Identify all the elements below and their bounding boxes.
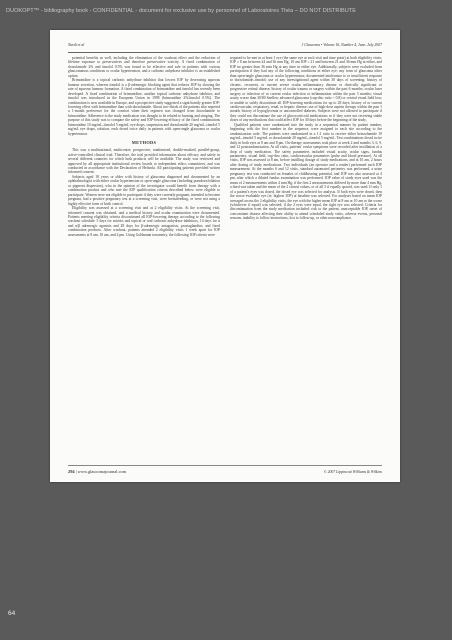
author-header: Nardi et al [68,43,85,47]
paragraph: Brimonidine is a topical carbonic anhydrase inhibitor that lowers IOP by decreasing aqueous humour secretion, whereas timolol is a β-adrenergic blocking agent that reduces IOP by slowing the rate of aqueous humour formation. A fixed combination of brimonidine and timolol has recently been developed. A fixed combination of brimonidine, another topical carbonic anhydrase inhibitor, and timolol was introduced in the European Union in 1998 (brimonidine 2%/timolol 0.5%). The combination is now available in Europe, and a prospective study suggested a significantly greater IOP-lowering effect with brimonidine than with dorzolamide. About two-thirds of the patients also reported a 1-month preference for the comfort when their regimen was changed from dorzolamide to brimonidine. Adherence to the study medication was thought to be related to burning and stinging. The purpose of this study was to compare the safety and IOP-lowering efficacy of the fixed combinations brimonidine 10 mg/mL–timolol 5 mg/mL eye drops, suspension and dorzolamide 20 mg/mL–timolol 5 mg/mL eye drops, solution, each dosed twice daily in patients with open-angle glaucoma or ocular hypertension. [68,78,220,136]
document-page [50,30,400,482]
journal-header: J Glaucoma • Volume 16, Number 4, June–July 2007 [301,43,382,47]
paragraph: Subjects aged 18 years or older with history of glaucoma diagnosed and documented by an ophthalmologist with either ocular hypertension or open-angle glaucoma (including pseudoexfoliation or pigment dispersion), who in the opinion of the investigator would benefit from therapy with a combination product and who met the IOP qualification criteria described below were eligible to participate. Women were not eligible to participate if they were currently pregnant, intended to become pregnant, had a positive pregnancy test at a screening visit, were breastfeeding, or were not using a highly effective form of birth control. [68,174,220,206]
paragraph: potential benefits as well, including the elimination of the washout effect and the reduction of lifetime exposure to preservatives and therefore preservative toxicity. A fixed combination of dorzolamide 2% and timolol 0.5% was found to be effective and safe in patients with various glaucomatous conditions or ocular hypertension, and a carbonic anhydrase inhibitor is an established option. [68,56,220,78]
methods-heading: METHODS [131,140,157,146]
paragraph: Qualified patients were randomized into the study in a sequential manner by patient number, beginning with the first number in the sequence, were assigned to each site according to the randomization code. The patients were randomized in a 1:1 ratio to receive either brinzolamide 10 mg/mL–timolol 5 mg/mL or dorzolamide 20 mg/mL–timolol 5 mg/mL. Test combinations dosed twice daily in both eyes at 8 am and 8 pm. On-therapy assessments took place at week 2 and months 3, 6, 9, and 12 postrandomization. At all visits, patients' ocular symptoms were recorded after instillation of a drop of study medication. The safety parameters included visual acuity, ocular signs, fundus parameters, visual field, cup-disc ratio, cardiovascular parameters (pulse and blood pressure). At all visits, IOP was assessed at 8 am, before instilling dosage of study medications, and at 10 am, 2 hours after dosing of study medications. Two individuals (an operator and a reader) performed each IOP measurement. At the months 6 and 12 visits, standard automated perimetry was performed, a urine pregnancy test was conducted on females of childbearing potential, and IOP was also assessed at 4 pm, after which a dilated fundus examination was performed. IOP value of study eyes used was the mean of 2 measurements within 4 mm Hg; if the first 2 measurements differed by more than 4 mm Hg, a third was taken and the mean of the 2 closest values, or of all 3 if equally spaced, was used. If only 1 of a patient's eyes was dosed, the dosed eye was selected for analysis. If both eyes were dosed, then the worse evaluable eye (ie, highest IOP) at baseline was selected. For analyses based on mean IOP averaged across the 2 eligibility visits, the eye with the higher mean IOP at 8 am or 10 am or the worse (whichever if equal) was selected; if the 2 eyes were equal, the right eye was selected. Criteria for discontinuation from the study medication included: risk to the patient, unacceptable IOP, onset of concomitant disease affecting their ability to attend scheduled study visits, adverse events, personal reasons, inability to follow instructions, lost to follow-up, or other noncompliance. [230,122,382,221]
running-header [68,43,382,53]
journal-url: | www.glaucomajournal.com [75,469,127,474]
left-column [68,56,220,464]
right-column [230,56,382,464]
page-footer [68,465,382,475]
paragraph: required to be met in at least 1 eye (the same eye at each visit and time point) at both eligibility visits: IOP ≥ 8 am between 24 and 36 mm Hg, 10 am IOP ≥ 21 and between 21 and 36 mm Hg at either, and IOP no greater than 36 mm Hg at any time in either eye. Additionally, subjects were excluded from participation if they had any of the following conditions in either eye: any form of glaucoma other than open-angle glaucoma or ocular hypertension; documented intolerance to or insufficient response to dorzolamide–timolol; use of any investigational agent within 30 days of screening; history of chronic, recurrent, or current severe ocular inflammatory disease or clinically significant or progressive retinal disease; history of ocular trauma or surgery within the past 6 months; ocular laser surgery or infection of or current ocular infection or inflammation within the past 3 months; visual acuity worse than 20/80 Snellen; advanced glaucoma (cup-disc ratio > 0.8) or central visual field loss; or unable to safely discontinue all IOP-lowering medications for up to 28 days; history of or current cardiovascular, respiratory, renal, or hepatic disease; use of high-dose aspirin therapy within the past 1 month; history of hypoglycemia or uncontrolled diabetes. Subjects were not allowed to participate if they could not discontinue the use of glucocorticoid medications or if they were not receiving stable doses of any medications that could affect IOP for 30 days before the beginning of the study. [230,56,382,123]
confidential-watermark: DUOKOPT™ - bibliography book - CONFIDENTIAL - document for exclusive use by personnel of Laboratoires Théa – DO NOT DISTRIBUTE [6,8,356,14]
page-number: 294 [68,469,75,474]
paragraph: This was a multinational, multicentre, prospective, randomized, double-masked, parallel-group, active-controlled clinical trial. Therefore, the trial provided information about efficacy and safety in several different countries for which both products will be available. The study was reviewed and approved by all appropriate institutional review boards or independent ethics committees, and was conducted in accordance with the Declaration of Helsinki. All participating patients provided written informed consent. [68,148,220,175]
copyright: © 2007 Lippincott Williams & Wilkins [323,469,382,474]
paragraph: Eligibility was assessed at a screening visit and at 2 eligibility visits. At the screening visit, informed consent was obtained, and a medical history and ocular examination were documented. Patients meeting eligibility criteria discontinued all IOP-lowering therapy according to the following washout schedule: 5 days for miotics and topical or oral carbonic anhydrase inhibitors, 14 days for α and α/β adrenergic agonists and 28 days for β-adrenergic antagonists, prostaglandins, and fixed combination products. After washout, patients attended 2 eligibility visits 1 week apart for IOP assessments at 8 am, 10 am, and 4 pm. Using Goldmann tonometry, the following IOP criteria were [68,206,220,237]
viewer-page-number: 64 [8,610,16,617]
article-body [68,56,382,464]
